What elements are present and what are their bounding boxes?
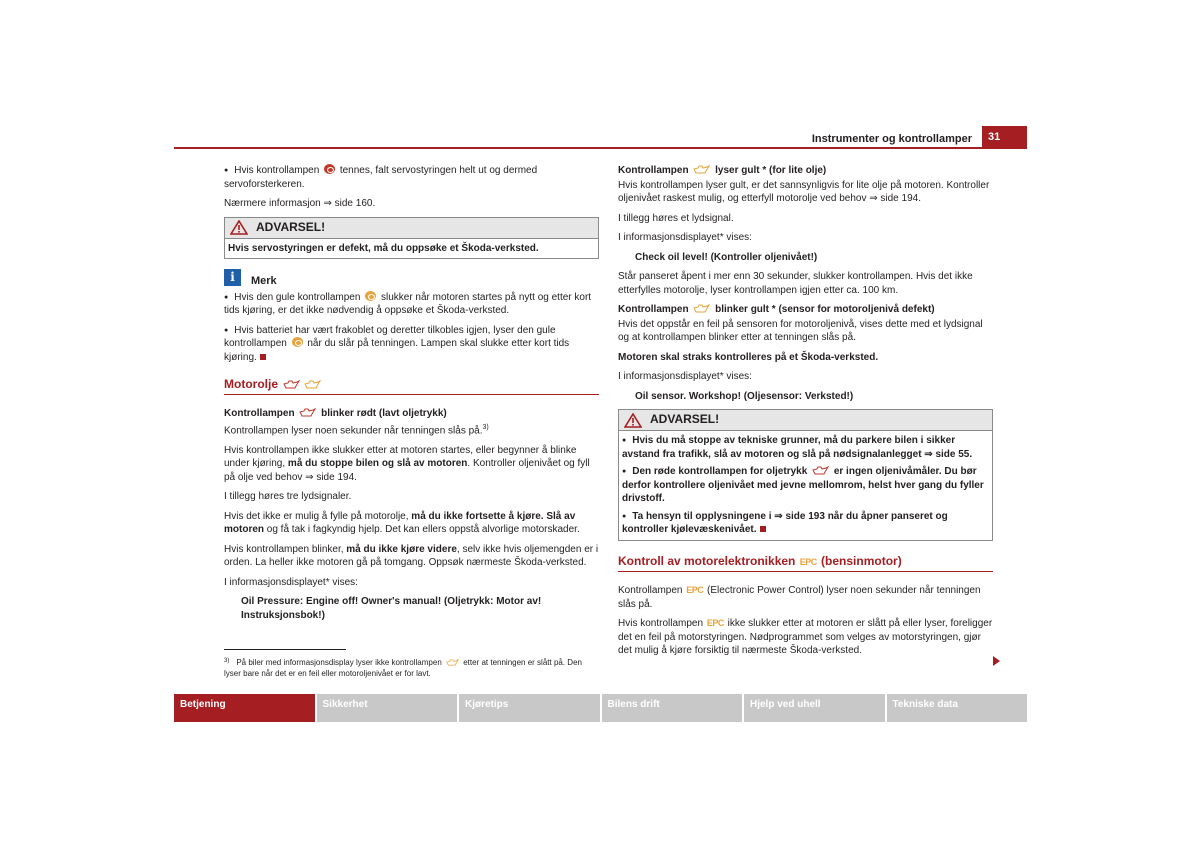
end-of-section-marker	[260, 354, 266, 360]
warning-title: ADVARSEL!	[650, 412, 720, 427]
oil-can-amber-icon	[446, 659, 459, 666]
page-number: 31	[982, 126, 1027, 148]
right-paragraph-7: Motoren skal straks kontrolleres på et Škoda-verksted.	[618, 351, 879, 363]
page-header-title: Instrumenter og kontrollamper	[811, 133, 972, 145]
note-header	[224, 267, 599, 289]
end-of-section-marker	[760, 526, 766, 532]
warning-box-oil	[618, 409, 993, 541]
tab-hjelp-ved-uhell[interactable]: Hjelp ved uhell	[744, 694, 885, 722]
epc-icon: EPC	[686, 585, 704, 595]
oil-can-red-icon	[283, 380, 300, 389]
display-message-check-oil: Check oil level! (Kontroller oljenivået!)	[635, 251, 818, 263]
warning-body	[619, 431, 992, 540]
footnote-reference[interactable]: 3)	[482, 424, 489, 431]
note-title: Merk	[251, 275, 277, 287]
oil-can-amber-icon	[304, 380, 321, 389]
oil-can-amber-icon	[693, 165, 710, 174]
chapter-tabs	[174, 694, 1027, 722]
left-paragraph-7: Hvis kontrollampen blinker, må du ikke kjøre videre, selv ikke hvis oljemengden er i orden. La heller ikke motoren gå på tomgang. Oppsøk nærmeste Škoda-verksted.	[224, 543, 599, 569]
epc-icon: EPC	[799, 556, 817, 567]
right-paragraph-10: Kontrollampen EPC (Electronic Power Control) lyser noen sekunder når tenningen slås på.	[618, 585, 981, 610]
left-paragraph-2: Nærmere informasjon ⇒ side 160.	[224, 198, 376, 209]
left-column	[224, 164, 599, 628]
warning-triangle-icon	[624, 413, 642, 428]
section-heading-motor-oil: Motorolje	[224, 378, 599, 395]
right-paragraph-1: Hvis kontrollampen lyser gult, er det sannsynligvis for lite olje på motoren. Kontroller oljenivået raskest mulig, og etterfyll motorolje ved behov ⇒ side 194.	[618, 179, 990, 204]
right-paragraph-11: Hvis kontrollampen EPC ikke slukker etter at motoren er slått på eller lyser, foreligger det en feil på motorstyringen. Nødprogrammet som velges av motorstyringen, gjør det mulig å kjøre forsiktig til nærmeste Škoda-verksted.	[618, 618, 993, 656]
footnote-divider	[224, 649, 346, 650]
warning-text: Hvis servostyringen er defekt, må du oppsøke et Škoda-verksted.	[228, 242, 539, 254]
steering-amber-icon	[292, 337, 303, 347]
continue-arrow-icon[interactable]	[993, 656, 1000, 666]
right-paragraph-2: I tillegg høres et lydsignal.	[618, 212, 734, 224]
header-divider	[174, 147, 1027, 149]
warning-box-steering	[224, 217, 599, 260]
left-paragraph-1: ● Hvis kontrollampen tennes, falt servostyringen helt ut og dermed servoforsterkeren.	[224, 164, 599, 191]
right-paragraph-5: Står panseret åpent i mer enn 30 sekunder, slukker kontrollampen. Hvis det ikke etterfylles motorolje, lyser kontrollampen igjen etter ca. 100 km.	[618, 271, 973, 296]
oil-can-amber-icon	[693, 304, 710, 313]
subheading-oil-sensor: Kontrollampen blinker gult * (sensor for motoroljenivå defekt)	[618, 304, 935, 315]
left-paragraph-4: Hvis kontrollampen ikke slukker etter at motoren startes, eller begynner å blinke under kjøring, må du stoppe bilen og slå av motoren. Kontroller oljenivået og fyll på olje ved behov ⇒ side 194.	[224, 444, 590, 483]
info-icon: i	[224, 269, 241, 286]
tab-betjening[interactable]: Betjening	[174, 694, 315, 722]
warning-bullet-2: ● Den røde kontrollampen for oljetrykk er ingen oljenivåmåler. Du bør derfor kontrollere oljenivået med jevne mellomrom, helst hver gang du fyller drivstoff.	[622, 465, 988, 506]
footnote: $^{3)}$ På biler med informasjonsdisplay lyser ikke kontrollampen etter at tenningen er slått på. Den lyser bare når det er en feil eller motoroljenivået er for lavt.	[224, 658, 582, 678]
epc-icon: EPC	[706, 618, 724, 628]
warning-bullet-3: ● Ta hensyn til opplysningene i ⇒ side 193 når du åpner panseret og kontroller kjølevæskenivået.	[622, 510, 988, 537]
warning-header	[619, 410, 992, 431]
right-column	[618, 164, 993, 664]
steering-warning-icon	[324, 164, 335, 174]
tab-bilens-drift[interactable]: Bilens drift	[602, 694, 743, 722]
oil-can-red-icon	[812, 466, 829, 475]
left-paragraph-5: I tillegg høres tre lydsignaler.	[224, 491, 352, 503]
note-bullet-1: ● Hvis den gule kontrollampen slukker når motoren startes på nytt og etter kort tids kjøring, er det ikke nødvendig å oppsøke et Škoda-verksted.	[224, 291, 599, 318]
warning-triangle-icon	[230, 220, 248, 235]
steering-amber-icon	[365, 291, 376, 301]
subheading-low-oil-pressure: Kontrollampen blinker rødt (lavt oljetrykk)	[224, 407, 447, 419]
right-paragraph-6: Hvis det oppstår en feil på sensoren for motoroljenivå, vises dette med et lydsignal og at kontrollampen blinker etter at tenningen slås på.	[618, 318, 983, 343]
display-message-oil-sensor: Oil sensor. Workshop! (Oljesensor: Verksted!)	[635, 390, 854, 402]
oil-can-red-icon	[299, 408, 316, 417]
tab-kjoretips[interactable]: Kjøretips	[459, 694, 600, 722]
warning-header	[225, 218, 598, 239]
section-heading-epc: Kontroll av motorelektronikken EPC (bensinmotor)	[618, 555, 993, 573]
left-paragraph-6: Hvis det ikke er mulig å fylle på motorolje, må du ikke fortsette å kjøre. Slå av motoren og få tak i fagkyndig hjelp. Det kan ellers oppstå alvorlige motorskader.	[224, 510, 580, 536]
right-paragraph-3: I informasjonsdisplayet* vises:	[618, 232, 752, 243]
tab-tekniske-data[interactable]: Tekniske data	[887, 694, 1028, 722]
right-paragraph-8: I informasjonsdisplayet* vises:	[618, 371, 752, 382]
note-bullet-2: ● Hvis batteriet har vært frakoblet og deretter tilkobles igjen, lyser den gule kontrollampen når du slår på tenningen. Lampen skal slukke etter kort tids kjøring.	[224, 324, 599, 365]
tab-sikkerhet[interactable]: Sikkerhet	[317, 694, 458, 722]
subheading-low-oil-level: Kontrollampen lyser gult * (for lite olje)	[618, 165, 827, 176]
left-paragraph-8: I informasjonsdisplayet* vises:	[224, 576, 358, 588]
warning-bullet-1: ● Hvis du må stoppe av tekniske grunner, må du parkere bilen i sikker avstand fra trafikk, slå av motoren og slå på nødsignalanlegget ⇒ side 55.	[622, 434, 988, 461]
warning-title: ADVARSEL!	[256, 219, 326, 234]
left-paragraph-3: Kontrollampen lyser noen sekunder når tenningen slås på.$^{3)}$	[224, 424, 489, 437]
display-message-oil-pressure: Oil Pressure: Engine off! Owner's manual! (Oljetrykk: Motor av! Instruksjonsbok!)	[241, 596, 542, 621]
